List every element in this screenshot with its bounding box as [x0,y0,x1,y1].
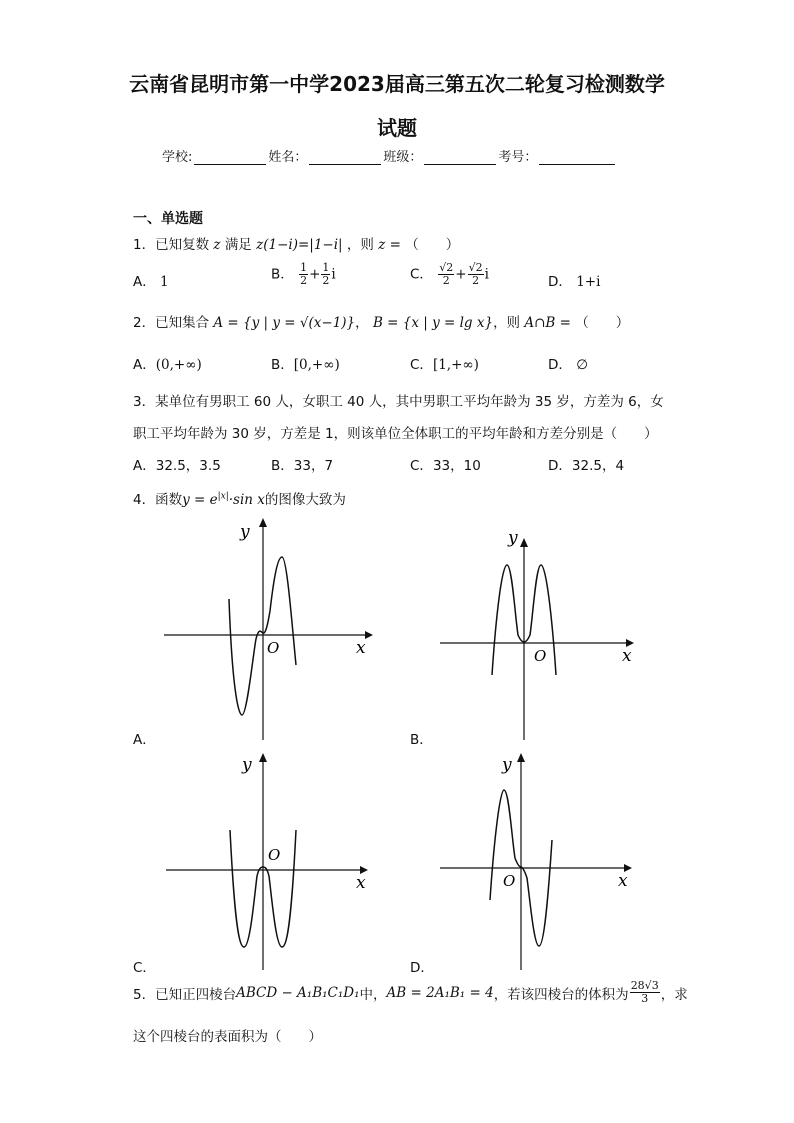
q1-prefix: 1．已知复数 [133,237,210,253]
q5-volume-fraction [630,980,660,1005]
q5-suffix: ，求 [660,986,688,1003]
question-4-stem [133,488,346,508]
imag-unit: i [484,266,489,283]
frac-num: √2 [439,261,454,274]
x-label: x [356,873,366,893]
origin-label: O [503,872,516,890]
q2-option-d-text: ∅ [576,357,588,373]
q1-option-c-label: C． [410,266,433,283]
q3-option-c-label: C． [410,458,433,474]
graph-c [160,750,375,972]
q2-option-c [410,353,479,373]
q4-exponent: |x| [217,491,229,502]
q2-intersection: A∩B = [524,315,571,331]
q1-mid: 满足 [224,237,252,253]
frac-num: 1 [322,261,330,274]
q2-set-a: A = {y | y = √(x−1)} [213,315,356,331]
q1-option-c-frac1 [438,262,454,287]
q2-option-a-label: A． [133,357,156,373]
q1-paren: （ ） [405,237,460,253]
question-5-line1 [133,980,688,1005]
q4-func: y = e [182,492,218,508]
q3-option-a-text: 32.5，3.5 [155,458,221,474]
q2-option-a-text: (0,+∞) [155,357,202,373]
x-label: x [356,638,366,658]
q3-option-b-label: B． [271,458,294,474]
x-label: x [618,871,628,891]
q1-option-b [271,262,336,287]
q1-var: z [213,237,221,253]
name-blank [309,150,381,165]
q2-prefix: 2．已知集合 [133,315,210,331]
q3-option-d [548,454,624,474]
q1-equation: z(1−i)=|1−i| [256,237,343,253]
q3-option-b [271,454,333,474]
q1-option-c-frac2 [468,262,484,287]
section-heading: 一、单选题 [133,211,203,227]
name-label: 姓名： [268,150,308,165]
q4-option-a-label: A． [133,732,156,748]
q3-option-d-label: D． [548,458,572,474]
origin-label: O [534,647,547,665]
y-axis-arrow-icon [259,518,267,527]
graph-b [438,525,638,745]
question-1-stem [133,233,459,253]
frac-num: √2 [468,261,483,274]
y-label: y [242,755,252,775]
q5-condition: AB = 2A₁B₁ = 4 [386,984,494,1001]
q2-paren: （ ） [575,315,630,331]
id-label: 考号： [498,150,538,165]
y-axis-arrow-icon [517,753,525,762]
q5-mid2: ，若该四棱台的体积为 [493,986,629,1003]
plus: + [455,266,467,283]
q4-suffix: 的图像大致为 [264,492,346,508]
frac-num: 1 [300,261,308,274]
y-label: y [508,528,518,548]
q2-option-d [548,353,588,373]
q2-comma: ， [355,315,369,331]
q5-prefix: 5．已知正四棱台 [133,986,237,1003]
x-axis-arrow-icon [365,631,373,639]
student-info-line [162,146,617,165]
q2-set-b: B = {x | y = lg x} [372,315,494,331]
question-3-line1: 3．某单位有男职工 60 人，女职工 40 人，其中男职工平均年龄为 35 岁，方差为 6，女 [133,394,664,410]
q2-option-d-label: D． [548,357,572,373]
origin-label: O [267,639,280,657]
q1-option-d-text: 1+i [576,274,601,290]
q4-prefix: 4．函数 [133,492,183,508]
class-blank [424,150,496,165]
q1-option-d-label: D． [548,274,572,290]
origin-label: O [268,846,281,864]
q3-option-d-text: 32.5，4 [571,458,625,474]
q1-option-c [410,262,489,287]
q2-option-b-text: [0,+∞) [293,357,340,373]
q3-option-c-text: 33，10 [432,458,481,474]
x-label: x [622,646,632,666]
frac-den: 2 [322,274,330,287]
q2-option-b-label: B． [271,357,294,373]
y-label: y [502,755,512,775]
y-axis-arrow-icon [259,753,267,762]
q2-option-a [133,353,202,373]
question-2-stem [133,311,629,331]
imag-unit: i [331,266,336,283]
q1-option-b-frac1 [299,262,308,287]
school-blank [194,150,266,165]
graph-a [160,515,375,745]
frac-num: 28√3 [630,979,659,992]
q4-option-d-label: D． [410,960,434,976]
frac-den: 2 [442,274,450,287]
q3-option-a-label: A． [133,458,156,474]
q1-equation2: z = [378,237,401,253]
plus: + [309,266,321,283]
graph-d [438,750,638,972]
q3-option-a [133,454,221,474]
page-title-line2: 试题 [377,116,417,140]
q5-mid: 中， [359,986,387,1003]
y-label: y [240,522,250,542]
q2-option-b [271,353,340,373]
q3-option-c [410,454,481,474]
q5-frustum-name: ABCD − A₁B₁C₁D₁ [236,984,360,1001]
q1-option-a [133,270,169,290]
q1-option-b-label: B． [271,266,294,283]
question-5-line2: 这个四棱台的表面积为（ ） [133,1029,322,1045]
q4-option-b-label: B． [410,732,433,748]
q1-option-d [548,270,600,290]
class-label: 班级： [383,150,423,165]
q3-option-b-text: 33，7 [293,458,334,474]
q1-suffix: ，则 [346,237,374,253]
y-axis-arrow-icon [520,538,528,547]
q2-suffix: ，则 [493,315,521,331]
q1-option-a-text: 1 [160,274,169,290]
q1-option-b-frac2 [321,262,330,287]
question-3-line2: 职工平均年龄为 30 岁，方差是 1，则该单位全体职工的平均年龄和方差分别是（ ） [133,426,658,442]
q2-option-c-text: [1,+∞) [432,357,479,373]
id-blank [539,150,615,165]
page-title: 云南省昆明市第一中学2023届高三第五次二轮复习检测数学 [129,72,665,96]
q1-option-a-label: A． [133,274,156,290]
frac-den: 2 [300,274,308,287]
q4-func2: ·sin x [228,492,265,508]
q4-option-c-label: C． [133,960,156,976]
q2-option-c-label: C． [410,357,433,373]
frac-den: 3 [641,992,649,1005]
frac-den: 2 [472,274,480,287]
school-label: 学校: [162,150,193,165]
